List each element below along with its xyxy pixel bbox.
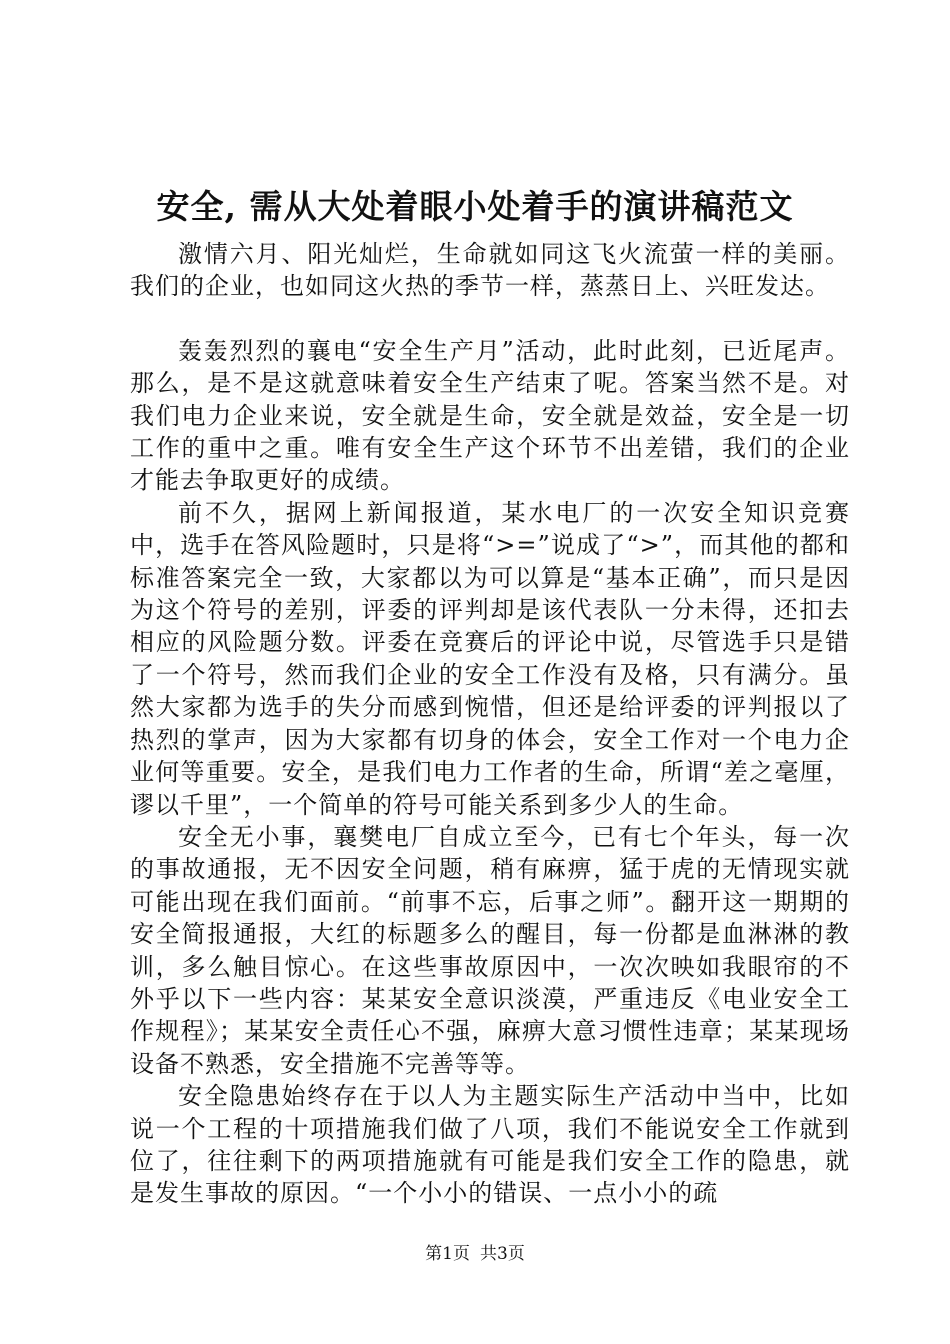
paragraph-4: 安全无小事，襄樊电厂自成立至今，已有七个年头，每一次的事故通报，无不因安全问题，稍有麻痹，猛于虎的无情现实就可能出现在我们面前。“前事不忘，后事之师”。翻开这一期期的安全简报通报，大红的标题多么的醒目，每一份都是血淋淋的教训，多么触目惊心。在这些事故原因中，一次次映如我眼帘的不外乎以下一些内容：某某安全意识淡漠，严重违反《电业安全工作规程》；某某安全责任心不强，麻痹大意习惯性违章；某某现场设备不熟悉，安全措施不完善等等。 bbox=[130, 822, 850, 1078]
document-title: 安全, 需从大处着眼小处着手的演讲稿范文 bbox=[156, 187, 794, 226]
page-footer bbox=[0, 1243, 950, 1265]
document-body bbox=[130, 238, 850, 1210]
page-total: 共3页 bbox=[480, 1244, 525, 1264]
paragraph-spacer bbox=[130, 303, 850, 335]
page-number: 第1页 bbox=[425, 1244, 470, 1264]
paragraph-1: 激情六月、阳光灿烂，生命就如同这飞火流萤一样的美丽。我们的企业，也如同这火热的季节一样，蒸蒸日上、兴旺发达。 bbox=[130, 240, 850, 301]
paragraph-3: 前不久，据网上新闻报道，某水电厂的一次安全知识竞赛中，选手在答风险题时，只是将“>=”说成了“>”，而其他的都和标准答案完全一致，大家都以为可以算是“基本正确”，而只是因为这个符号的差别，评委的评判却是该代表队一分未得，还扣去相应的风险题分数。评委在竞赛后的评论中说，尽管选手只是错了一个符号，然而我们企业的安全工作没有及格，只有满分。虽然大家都为选手的失分而感到惋惜，但还是给评委的评判报以了热烈的掌声，因为大家都有切身的体会，安全工作对一个电力企业何等重要。安全，是我们电力工作者的生命，所谓“差之毫厘，谬以千里”，一个简单的符号可能关系到多少人的生命。 bbox=[130, 498, 850, 819]
paragraph-5: 安全隐患始终存在于以人为主题实际生产活动中当中，比如说一个工程的十项措施我们做了八项，我们不能说安全工作就到位了，往往剩下的两项措施就有可能是我们安全工作的隐患，就是发生事故的原因。“一个小小的错误、一点小小的疏 bbox=[130, 1082, 850, 1208]
paragraph-2: 轰轰烈烈的襄电“安全生产月”活动，此时此刻，已近尾声。那么，是不是这就意味着安全生产结束了呢。答案当然不是。对我们电力企业来说，安全就是生命，安全就是效益，安全是一切工作的重中之重。唯有安全生产这个环节不出差错，我们的企业才能去争取更好的成绩。 bbox=[130, 336, 850, 495]
